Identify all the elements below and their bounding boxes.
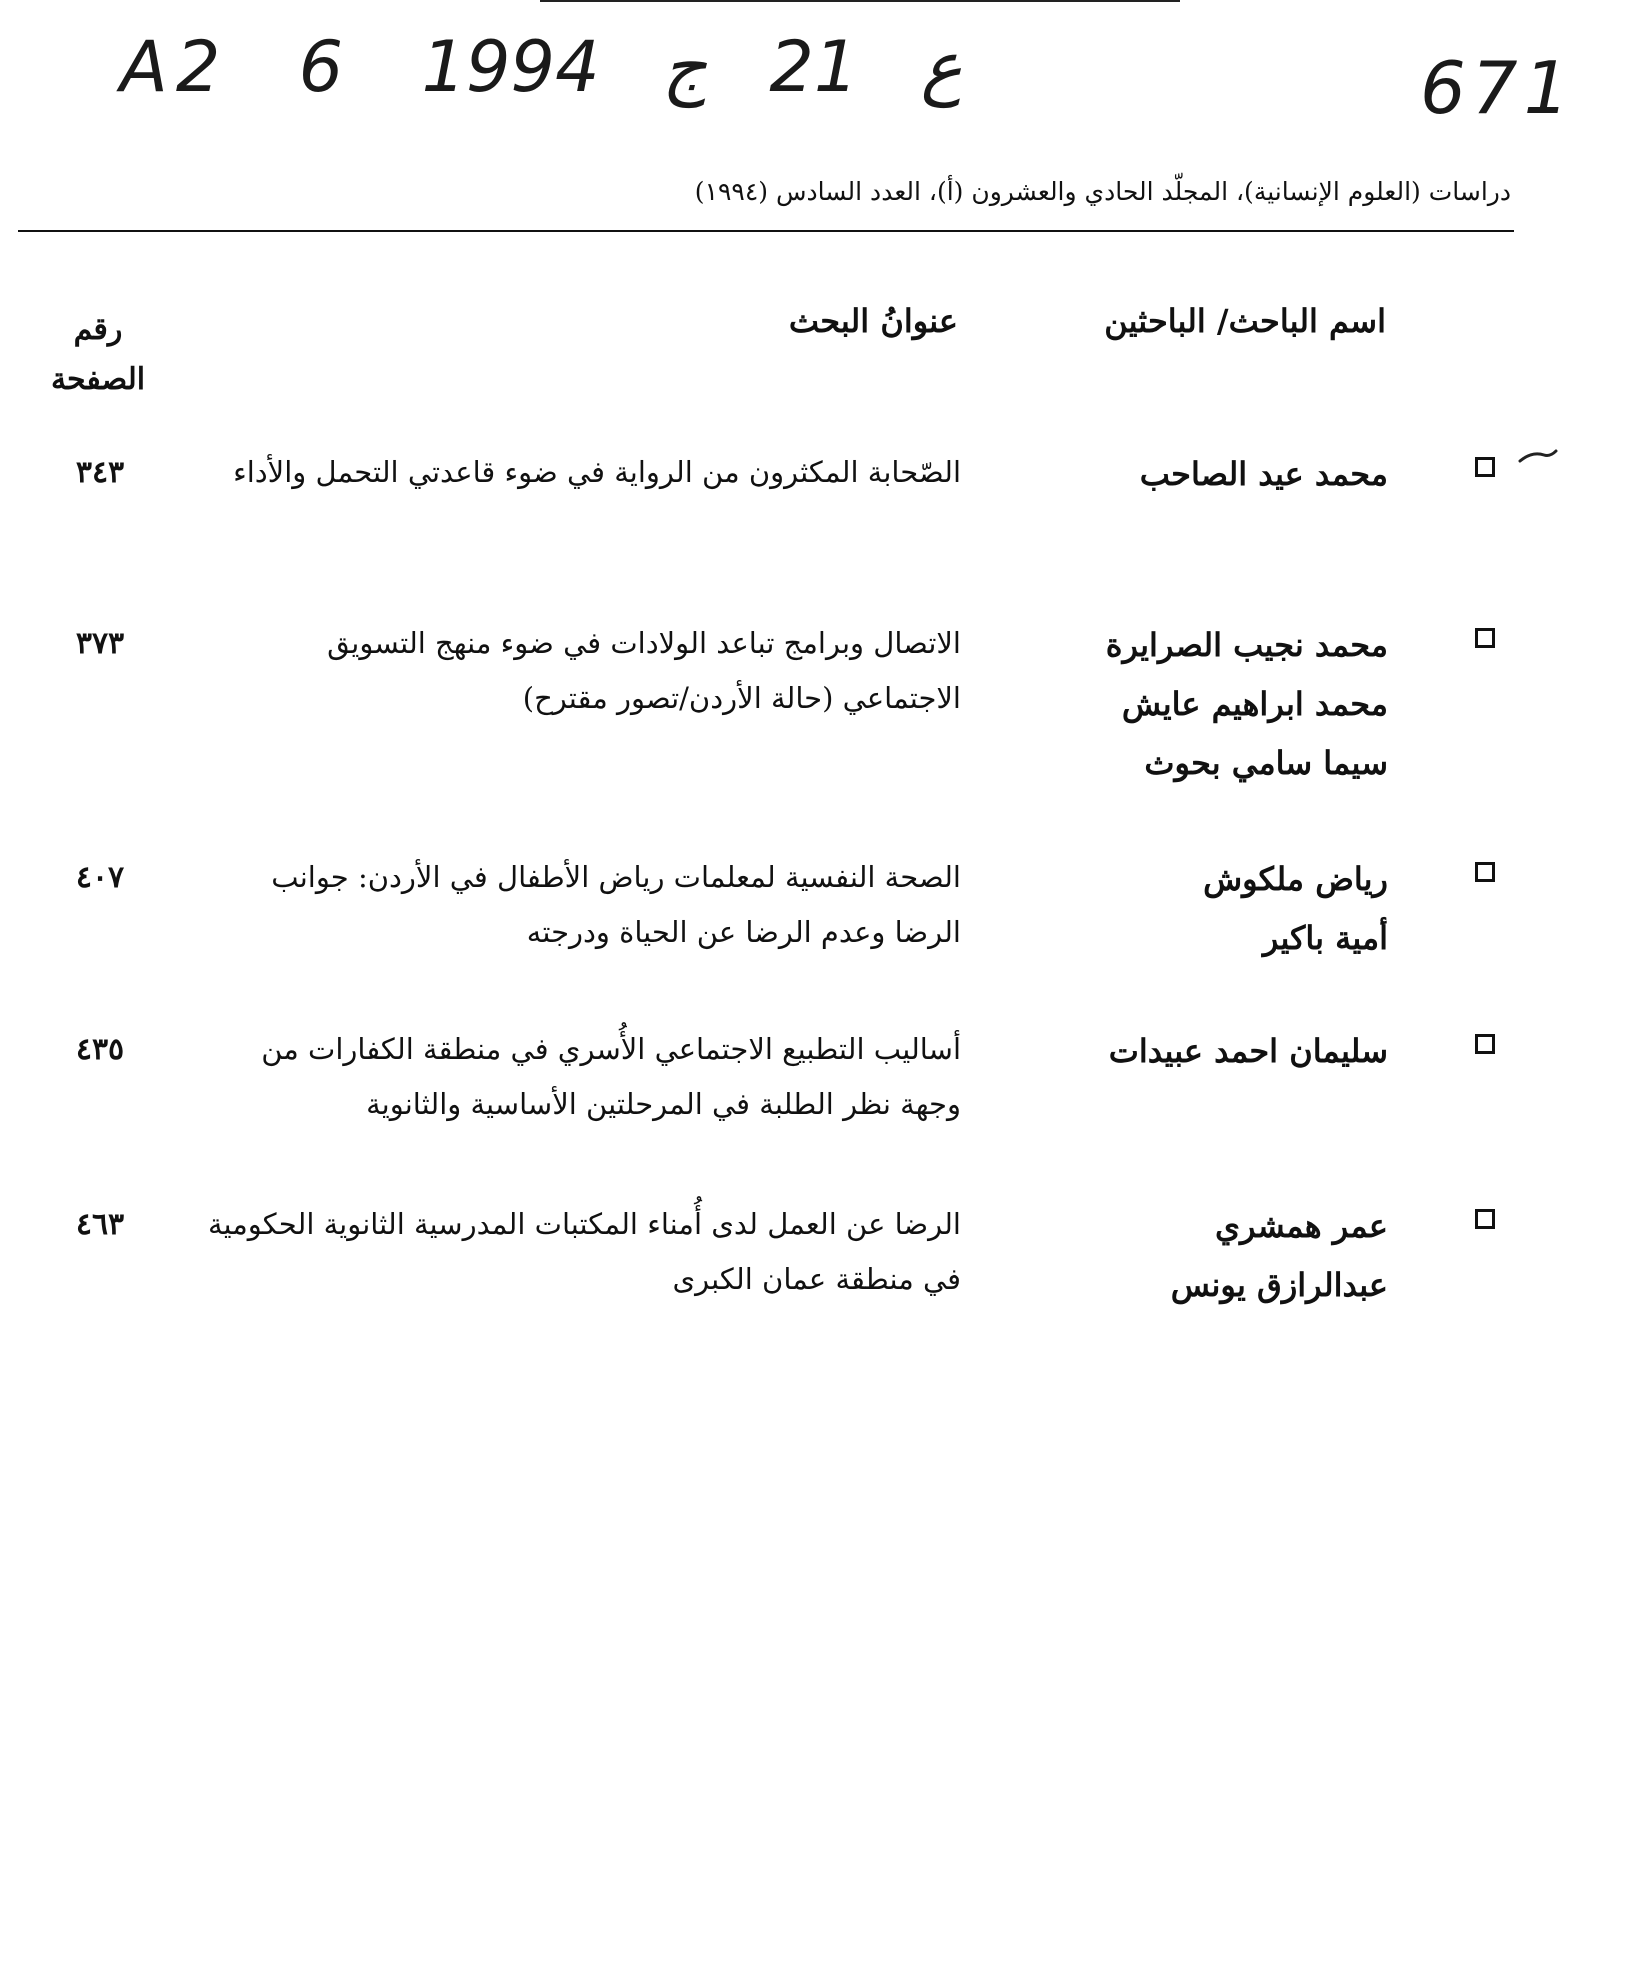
researcher-name: رياض ملكوش (1203, 860, 1388, 898)
checkbox-square-icon (1475, 862, 1495, 882)
researcher-names (1048, 1022, 1388, 1081)
researcher-name: سليمان احمد عبيدات (1108, 1032, 1388, 1070)
checkbox-square-icon (1475, 1209, 1495, 1229)
column-header-title: عنوانُ البحث (788, 302, 958, 340)
checkbox-square-icon (1475, 1034, 1495, 1054)
header-rule (18, 230, 1514, 232)
researcher-name: عمر همشري (1214, 1207, 1388, 1245)
column-header-researcher: اسم الباحث/ الباحثين (1104, 302, 1386, 340)
page-number: ٤٠٧ (75, 860, 125, 895)
page-number: ٣٧٣ (75, 626, 125, 661)
checkbox-square-icon (1475, 628, 1495, 648)
handwritten-page-number: 671 (1420, 46, 1576, 130)
column-header-page: رقم الصفحة (50, 312, 146, 397)
pen-mark-icon (1518, 447, 1558, 467)
researcher-name: أمية باكير (1262, 919, 1388, 957)
researcher-name: محمد ابراهيم عايش (1121, 685, 1388, 723)
researcher-names (1048, 445, 1388, 504)
checkbox-square-icon (1475, 457, 1495, 477)
top-edge-rule (540, 0, 1180, 2)
journal-header: دراسات (العلوم الإنسانية)، المجلّد الحادي والعشرون (أ)، العدد السادس (١٩٩٤) (694, 177, 1511, 206)
paper-title: الاتصال وبرامج تباعد الولادات في ضوء منهج التسويق الاجتماعي (حالة الأردن/تصور مقترح) (327, 626, 961, 715)
researcher-names (1048, 616, 1388, 793)
researcher-name: محمد نجيب الصرايرة (1105, 626, 1388, 664)
page-number: ٤٦٣ (75, 1207, 125, 1242)
paper-title: أساليب التطبيع الاجتماعي الأُسري في منطقة الكفارات من وجهة نظر الطلبة في المرحلتين الأساسية والثانوية (261, 1032, 961, 1121)
researcher-name: سيما سامي بحوث (1144, 744, 1388, 782)
page-number: ٣٤٣ (75, 455, 125, 490)
paper-title: الرضا عن العمل لدى أُمناء المكتبات المدرسية الثانوية الحكومية في منطقة عمان الكبرى (207, 1207, 961, 1296)
researcher-name: محمد عيد الصاحب (1139, 455, 1388, 493)
paper-title: الصحة النفسية لمعلمات رياض الأطفال في الأردن: جوانب الرضا وعدم الرضا عن الحياة ودرجته (271, 860, 961, 949)
researcher-names (1048, 850, 1388, 968)
page-number: ٤٣٥ (75, 1032, 125, 1067)
paper-title: الصّحابة المكثرون من الرواية في ضوء قاعدتي التحمل والأداء (233, 455, 961, 489)
researcher-names (1048, 1197, 1388, 1315)
researcher-name: عبدالرازق يونس (1170, 1266, 1388, 1304)
handwritten-note: A2 6 ع 21 ج 1994 (120, 26, 963, 108)
